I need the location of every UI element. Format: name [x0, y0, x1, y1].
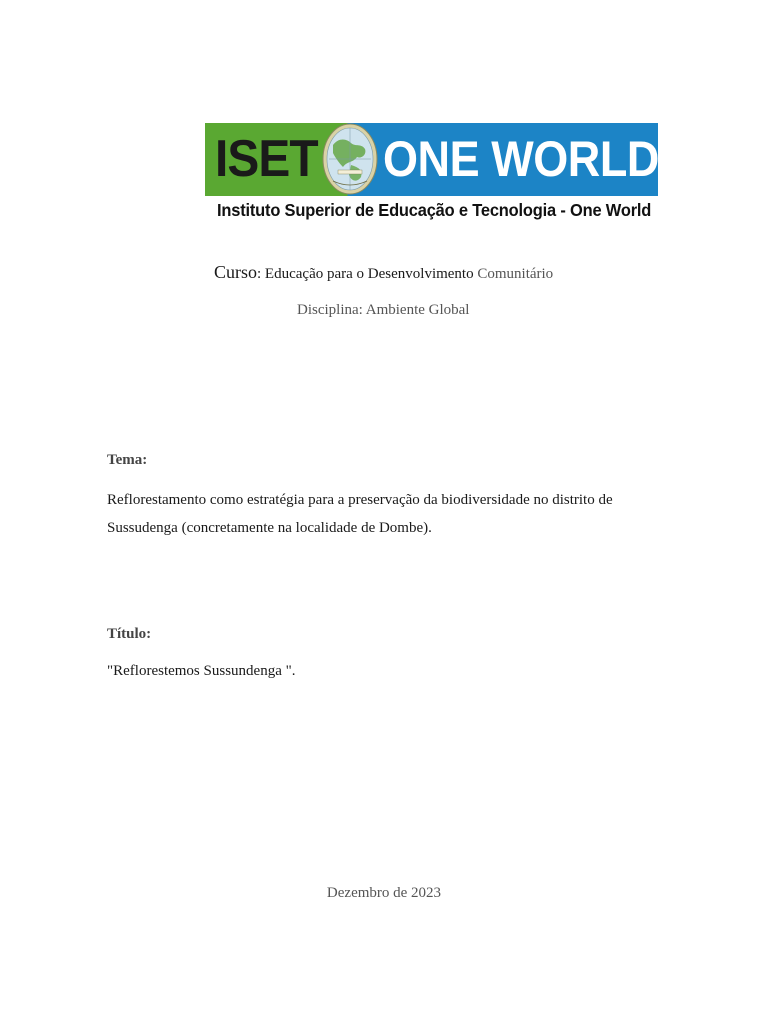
- course-line: [214, 262, 553, 283]
- logo-subtitle: Instituto Superior de Educação e Tecnologia - One World: [217, 200, 652, 220]
- course-value-end: Comunitário: [477, 266, 554, 282]
- logo-banner: [205, 123, 658, 196]
- title-text: "Reflorestemos Sussundenga ".: [107, 663, 296, 679]
- title-heading: Título:: [107, 626, 152, 642]
- logo-iset-text: ISET: [215, 130, 318, 188]
- globe-emblem-icon: [321, 123, 379, 196]
- theme-text-line-1: Reflorestamento como estratégia para a preservação da biodiversidade no distrito de: [107, 492, 613, 508]
- course-value: : Educação para o Desenvolvimento: [257, 266, 478, 282]
- discipline-line: Disciplina: Ambiente Global: [297, 302, 470, 318]
- theme-heading: Tema:: [107, 452, 148, 468]
- document-date: Dezembro de 2023: [326, 885, 442, 901]
- institution-logo: [205, 123, 658, 223]
- theme-text: [107, 486, 647, 542]
- logo-one-world-text: ONE WORLD: [383, 131, 659, 187]
- theme-text-line-2: Sussudenga (concretamente na localidade de Dombe).: [107, 520, 432, 536]
- course-label: Curso: [214, 262, 258, 282]
